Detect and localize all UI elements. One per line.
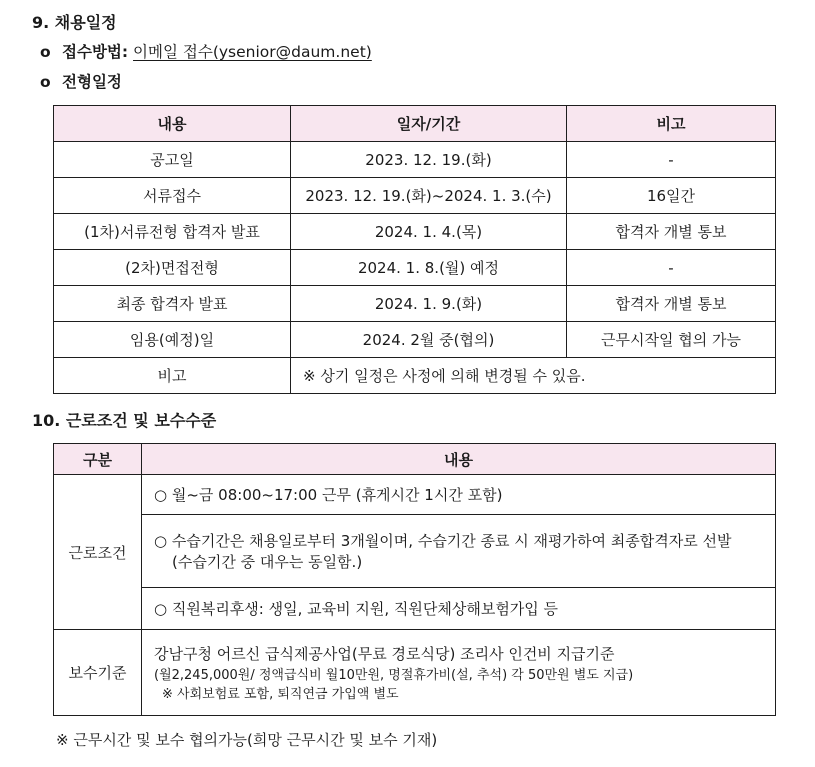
row-content: 서류접수 [54, 178, 291, 214]
pay-standard-label: 보수기준 [54, 630, 142, 716]
table-row [54, 515, 776, 588]
header-date: 일자/기간 [291, 106, 567, 142]
row-note: - [567, 250, 776, 286]
selection-schedule-heading [40, 70, 122, 92]
footnote: ※ 근무시간 및 보수 협의가능(희망 근무시간 및 보수 기재) [56, 731, 438, 749]
remark-label: 비고 [54, 358, 291, 394]
table-row [54, 475, 776, 515]
row-content: 임용(예정)일 [54, 322, 291, 358]
row-date: 2024. 2월 중(협의) [291, 322, 567, 358]
row-note: - [567, 142, 776, 178]
row-content: 최종 합격자 발표 [54, 286, 291, 322]
welfare-benefits: ○ 직원복리후생: 생일, 교육비 지원, 직원단체상해보험가입 등 [142, 588, 776, 630]
table-header-row [54, 106, 776, 142]
row-content: (2차)면접전형 [54, 250, 291, 286]
table-row [54, 178, 776, 214]
table-row [54, 286, 776, 322]
section-10-title: 10. 근로조건 및 보수수준 [32, 411, 217, 430]
table-row [54, 322, 776, 358]
row-note: 합격자 개별 통보 [567, 286, 776, 322]
header-content: 내용 [54, 106, 291, 142]
conditions-table [53, 443, 776, 716]
table-row [54, 250, 776, 286]
row-date: 2023. 12. 19.(화) [291, 142, 567, 178]
row-date: 2024. 1. 9.(화) [291, 286, 567, 322]
table-row [54, 630, 776, 716]
application-method [40, 40, 372, 62]
header-category: 구분 [54, 444, 142, 475]
table-row-remark [54, 358, 776, 394]
work-conditions-label: 근로조건 [54, 475, 142, 630]
bullet: o [40, 73, 51, 91]
pay-line-2: (월2,245,000원/ 정액급식비 월10만원, 명절휴가비(설, 추석) 각 50만원 별도 지급) [154, 668, 634, 683]
selection-schedule-label: 전형일정 [62, 73, 122, 91]
application-method-value: 이메일 접수(ysenior@daum.net) [133, 43, 372, 61]
remark-text: ※ 상기 일정은 사정에 의해 변경될 수 있음. [291, 358, 776, 394]
probation-line: ○ 수습기간은 채용일로부터 3개월이며, 수습기간 종료 시 재평가하여 최종합격자로 선발 [154, 532, 732, 550]
schedule-table [53, 105, 776, 394]
application-method-label: 접수방법: [62, 43, 129, 61]
pay-standard-content [142, 630, 776, 716]
row-note: 합격자 개별 통보 [567, 214, 776, 250]
section-9-title: 9. 채용일정 [32, 13, 117, 32]
row-date: 2023. 12. 19.(화)~2024. 1. 3.(수) [291, 178, 567, 214]
row-note: 근무시작일 협의 가능 [567, 322, 776, 358]
row-date: 2024. 1. 8.(월) 예정 [291, 250, 567, 286]
work-hours: ○ 월~금 08:00~17:00 근무 (휴게시간 1시간 포함) [142, 475, 776, 515]
pay-line-3: ※ 사회보험료 포함, 퇴직연금 가입액 별도 [162, 687, 399, 702]
bullet: o [40, 43, 51, 61]
pay-line-1: 강남구청 어르신 급식제공사업(무료 경로식당) 조리사 인건비 지급기준 [154, 645, 615, 663]
header-note: 비고 [567, 106, 776, 142]
table-row [54, 142, 776, 178]
probation-info [142, 515, 776, 588]
row-date: 2024. 1. 4.(목) [291, 214, 567, 250]
table-row [54, 214, 776, 250]
row-content: (1차)서류전형 합격자 발표 [54, 214, 291, 250]
header-content: 내용 [142, 444, 776, 475]
row-note: 16일간 [567, 178, 776, 214]
probation-note: (수습기간 중 대우는 동일함.) [172, 553, 363, 571]
table-row [54, 588, 776, 630]
row-content: 공고일 [54, 142, 291, 178]
table-header-row [54, 444, 776, 475]
